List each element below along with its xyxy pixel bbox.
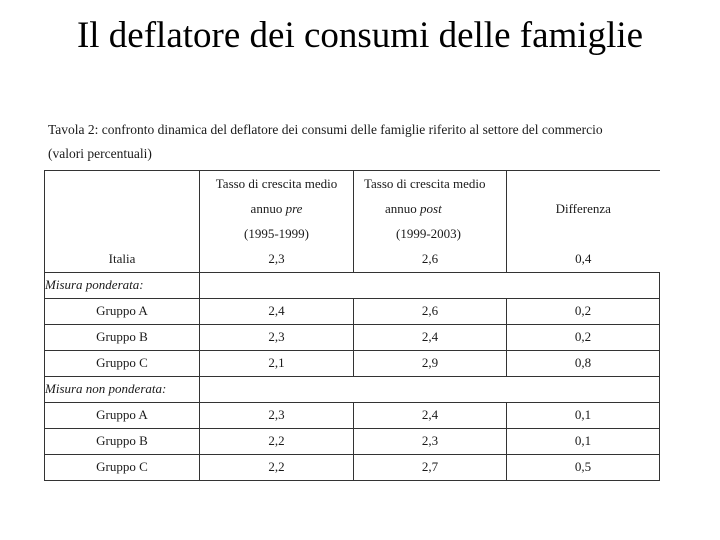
row-label: Gruppo B <box>45 324 200 350</box>
table-row <box>45 324 660 350</box>
header-post-line-1: Tasso di crescita medio <box>364 176 486 191</box>
row-pre: 2,3 <box>200 402 354 428</box>
header-pre <box>200 171 354 247</box>
header-post-line-3: (1999-2003) <box>396 226 461 241</box>
table-row <box>45 298 660 324</box>
header-pre-italic: pre <box>285 201 303 216</box>
caption-line-2: (valori percentuali) <box>48 146 152 161</box>
italia-label: Italia <box>45 246 200 272</box>
table-row <box>45 454 660 480</box>
header-post <box>354 171 507 247</box>
section-row-weighted <box>45 272 660 298</box>
table-row <box>45 350 660 376</box>
italia-pre: 2,3 <box>200 246 354 272</box>
header-pre-line-3: (1995-1999) <box>244 226 309 241</box>
row-diff: 0,1 <box>507 402 660 428</box>
table-row <box>45 428 660 454</box>
row-post: 2,3 <box>354 428 507 454</box>
row-label: Gruppo C <box>45 454 200 480</box>
row-pre: 2,2 <box>200 428 354 454</box>
row-post: 2,6 <box>354 298 507 324</box>
table-row <box>45 402 660 428</box>
row-pre: 2,3 <box>200 324 354 350</box>
caption-line-1: Tavola 2: confronto dinamica del deflatore dei consumi delle famiglie riferito al settore del commercio <box>48 122 603 137</box>
header-post-line-2 <box>364 196 506 221</box>
italia-post: 2,6 <box>354 246 507 272</box>
table-caption <box>48 118 668 166</box>
section-empty <box>200 272 660 298</box>
row-post: 2,4 <box>354 402 507 428</box>
header-post-prefix: annuo <box>385 201 421 216</box>
row-diff: 0,1 <box>507 428 660 454</box>
row-post: 2,4 <box>354 324 507 350</box>
italia-diff: 0,4 <box>575 250 592 266</box>
header-post-italic: post <box>420 201 442 216</box>
row-label: Gruppo A <box>45 402 200 428</box>
row-post: 2,9 <box>354 350 507 376</box>
section-row-unweighted <box>45 376 660 402</box>
header-pre-line-2 <box>200 196 353 221</box>
row-label: Gruppo A <box>45 298 200 324</box>
row-post: 2,7 <box>354 454 507 480</box>
header-empty-cell <box>45 171 200 247</box>
section-label-unweighted: Misura non ponderata: <box>45 376 200 402</box>
section-label-weighted: Misura ponderata: <box>45 272 200 298</box>
italia-row <box>45 246 660 272</box>
row-diff: 0,5 <box>507 454 660 480</box>
section-empty <box>200 376 660 402</box>
header-pre-prefix: annuo <box>250 201 286 216</box>
deflator-table <box>44 170 660 481</box>
row-label: Gruppo C <box>45 350 200 376</box>
header-row <box>45 171 660 247</box>
row-diff: 0,8 <box>507 350 660 376</box>
row-pre: 2,1 <box>200 350 354 376</box>
slide-title: Il deflatore dei consumi delle famiglie <box>76 15 644 56</box>
row-pre: 2,4 <box>200 298 354 324</box>
row-label: Gruppo B <box>45 428 200 454</box>
header-diff <box>507 171 660 247</box>
row-diff: 0,2 <box>507 324 660 350</box>
header-pre-line-1: Tasso di crescita medio <box>215 176 338 191</box>
row-diff: 0,2 <box>507 298 660 324</box>
header-diff-label: Differenza <box>555 201 611 216</box>
row-pre: 2,2 <box>200 454 354 480</box>
